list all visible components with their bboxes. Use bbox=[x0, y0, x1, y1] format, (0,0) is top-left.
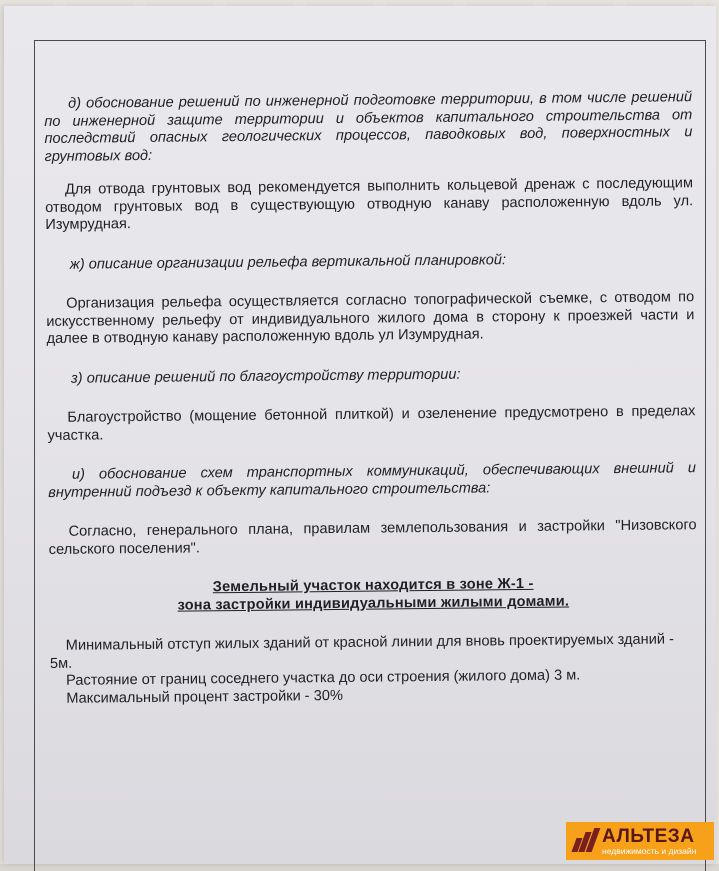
section-d-body: Для отвода грунтовых вод рекомендуется выполнить кольцевой дренаж с последующим отводом грунтовых вод в существующую отводную канаву расположенную вдоль ул. Изумрудная. bbox=[45, 175, 694, 233]
logo-tagline: недвижимость и дизайн bbox=[602, 845, 697, 856]
document-text bbox=[44, 89, 698, 708]
section-d-heading: д) обоснование решений по инженерной подготовке территории, в том числе решений по инженерной защите территории и объектов капитального строительства от последствий опасных геологических процессов, паводковых вод, поверхностных и грунтовых вод: bbox=[44, 89, 693, 165]
section-i-heading: и) обоснование схем транспортных коммуникаций, обеспечивающих внешний и внутренний подъезд к объекту капитального строительства: bbox=[48, 460, 697, 501]
section-z-body: Благоустройство (мощение бетонной плиткой) и озеленение предусмотрено в пределах участка. bbox=[47, 403, 696, 444]
logo-name: АЛЬТЕЗА bbox=[602, 825, 695, 847]
section-z-heading: з) описание решений по благоустройству территории: bbox=[70, 366, 461, 387]
altesa-watermark-logo bbox=[566, 822, 714, 860]
section-zh-body: Организация рельефа осуществляется согласно топографической съемке, с отводом по искусственному рельефу от индивидуального жилого дома в сторону к проезжей части и далее в отводную канаву расположенную вдоль ул Изумрудная. bbox=[46, 289, 695, 347]
zone-title-line-2: зона застройки индивидуальными жилыми домами. bbox=[177, 593, 570, 614]
rule-max-coverage: Максимальный процент застройки - 30% bbox=[66, 687, 343, 707]
section-i-body: Согласно, генерального плана, правилам землепользования и застройки "Низовского сельского поселения". bbox=[48, 517, 697, 558]
zone-title-line-1: Земельный участок находится в зоне Ж-1 - bbox=[212, 575, 534, 596]
rule-neighbor-distance: Растояние от границ соседнего участка до оси строения (жилого дома) 3 м. bbox=[66, 667, 581, 689]
rule-setback: Минимальный отступ жилых зданий от красной линии для вновь проектируемых зданий - 5м. bbox=[49, 631, 674, 672]
section-zh-heading: ж) описание организации рельефа вертикальной планировкой: bbox=[69, 251, 507, 273]
altesa-bars-icon bbox=[572, 828, 598, 854]
